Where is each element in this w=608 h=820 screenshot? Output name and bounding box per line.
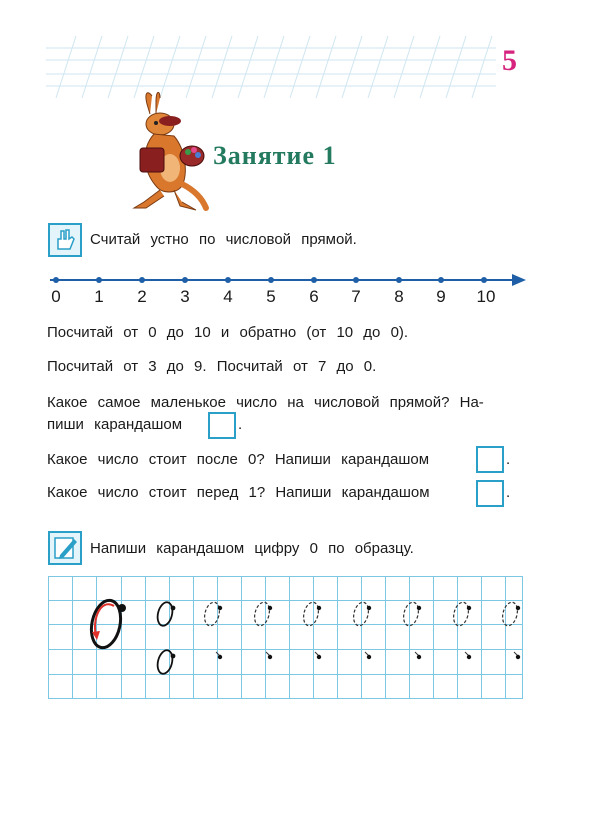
answer-box-before-one[interactable] [476,480,504,507]
question-after-zero: Какое число стоит после 0? Напиши карандашом [47,451,430,468]
number-line-label: 0 [51,287,61,306]
number-line-label: 8 [394,287,404,306]
writing-grid[interactable] [48,576,524,701]
number-line-label: 4 [223,287,233,306]
pencil-writing-icon [48,531,82,565]
page-number: 5 [502,44,517,77]
task1-instruction: Считай устно по числовой прямой. [90,231,357,248]
number-line-label: 6 [309,287,319,306]
period: . [238,416,243,433]
question-smallest-number: Какое самое маленькое число на числовой прямой? На- [47,394,484,411]
period: . [506,451,511,468]
number-line-label: 10 [476,287,496,306]
number-line [40,270,530,290]
answer-box-smallest[interactable] [208,412,236,439]
count-instruction-line: Посчитай от 3 до 9. Посчитай от 7 до 0. [47,358,377,375]
number-line-label: 1 [94,287,104,306]
number-line-label: 7 [351,287,361,306]
number-line-label: 3 [180,287,190,306]
count-instruction-line: Посчитай от 0 до 10 и обратно (от 10 до 0). [47,324,409,341]
hand-counting-icon [48,223,82,257]
question-smallest-number-cont: пиши карандашом [47,416,183,433]
top-ruled-band [46,36,496,98]
answer-box-after-zero[interactable] [476,446,504,473]
number-line-label: 2 [137,287,147,306]
question-before-one: Какое число стоит перед 1? Напиши карандашом [47,484,430,501]
period: . [506,484,511,501]
kangaroo-mascot-illustration [130,90,210,215]
lesson-title: Занятие 1 [213,141,337,170]
number-line-label: 5 [266,287,276,306]
task2-instruction: Напиши карандашом цифру 0 по образцу. [90,540,414,557]
number-line-label: 9 [436,287,446,306]
